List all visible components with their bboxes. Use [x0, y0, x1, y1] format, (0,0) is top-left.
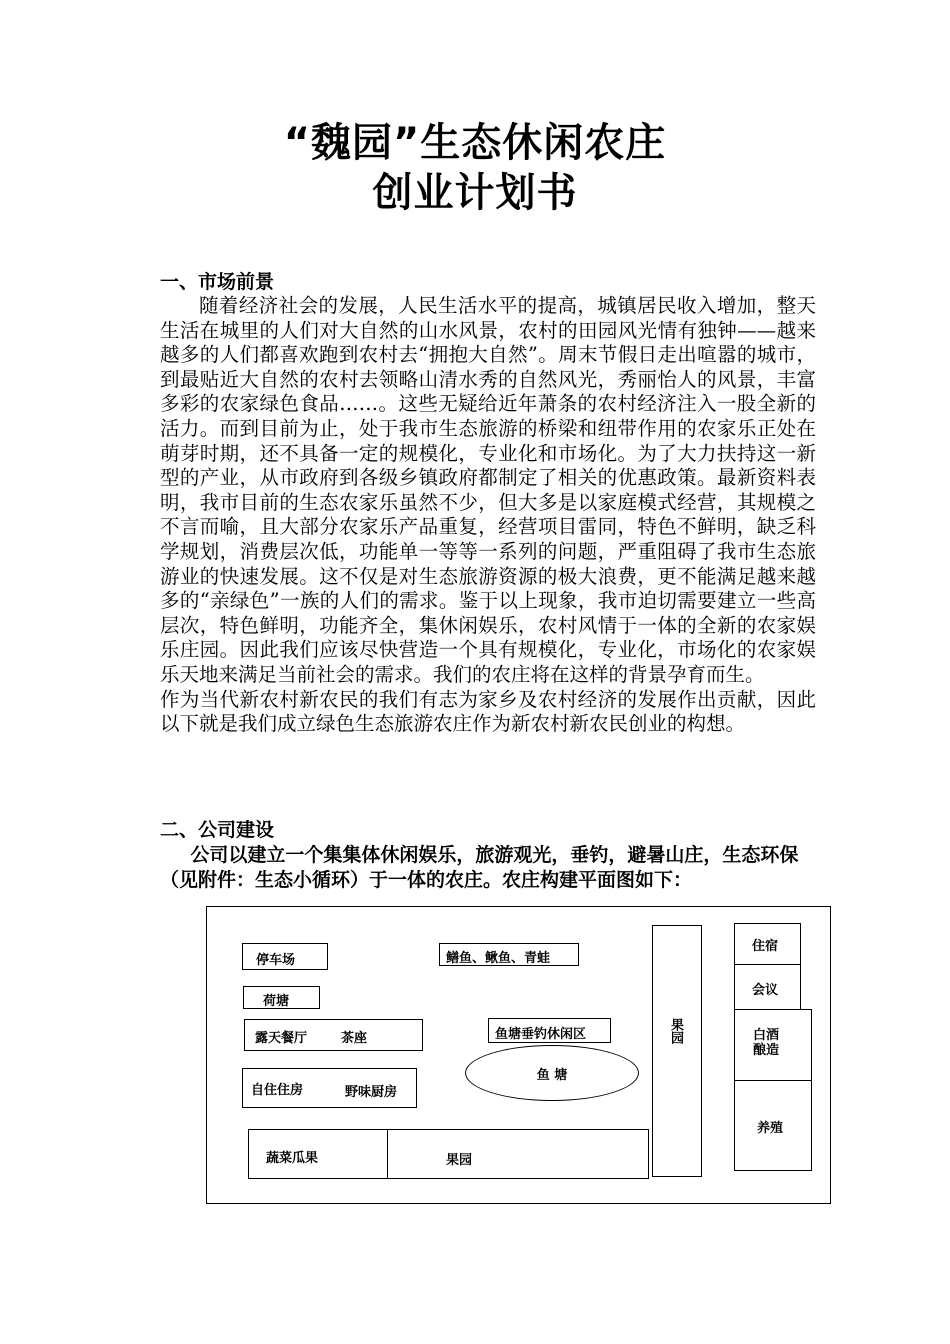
- section-heading-market: 一、市场前景: [160, 271, 275, 293]
- plan-orchard-bottom: [387, 1129, 649, 1179]
- plan-fish-pond-label: 鱼 塘: [536, 1067, 568, 1083]
- plan-fishing-area: [488, 1018, 611, 1043]
- plan-meeting: [734, 964, 801, 1010]
- plan-lotus-pond: [243, 986, 320, 1009]
- plan-breeding: [734, 1080, 812, 1171]
- company-paragraph: 公司以建立一个集集体休闲娱乐，旅游观光，垂钓，避暑山庄，生态环保（见附件：生态小循环）于一体的农庄。农庄构建平面图如下：: [160, 844, 799, 891]
- market-paragraph-2: 作为当代新农村新农民的我们有志为家乡及农村经济的发展作出贡献，因此以下就是我们成立绿色生态旅游农庄作为新农村新农民创业的构想。: [160, 687, 816, 736]
- plan-orchard-bottom-label: 果园: [446, 1153, 473, 1168]
- plan-orchard-vertical-label: 果园: [668, 1018, 683, 1044]
- plan-fish-pond: [465, 1045, 639, 1101]
- plan-restaurant-area: [244, 1019, 423, 1051]
- farm-floor-plan: [206, 906, 831, 1204]
- plan-lodging-label: 住宿: [752, 939, 779, 954]
- plan-housing-area: [242, 1068, 417, 1108]
- plan-tea-label: 茶座: [341, 1031, 368, 1046]
- plan-parking: [242, 943, 328, 970]
- plan-meeting-label: 会议: [752, 983, 779, 998]
- plan-vegetables-label: 蔬菜瓜果: [266, 1151, 319, 1166]
- plan-fishing-label: 鱼塘垂钓休闲区: [495, 1027, 587, 1042]
- plan-parking-label: 停车场: [256, 953, 296, 968]
- plan-breeding-label: 养殖: [757, 1121, 784, 1136]
- plan-liquor-label: 白酒酿造: [753, 1028, 780, 1058]
- plan-housing-label: 自住住房: [251, 1083, 304, 1098]
- plan-liquor: [734, 1009, 812, 1081]
- plan-orchard-vertical: [652, 925, 702, 1177]
- plan-aquatic-label: 鳝鱼、鳅鱼、青蛙: [446, 951, 551, 966]
- plan-restaurant-label: 露天餐厅: [255, 1031, 308, 1046]
- section-heading-company: 二、公司建设: [160, 819, 275, 841]
- plan-vegetables: [248, 1129, 389, 1179]
- plan-lotus-pond-label: 荷塘: [263, 994, 290, 1009]
- section-body-market: [160, 294, 816, 737]
- market-paragraph: 随着经济社会的发展，人民生活水平的提高，城镇居民收入增加，整天生活在城里的人们对大自然的山水风景，农村的田园风光情有独钟——越来越多的人们都喜欢跑到农村去“拥抱大自然”。周末节假日走出喧嚣的城市，到最贴近大自然的农村去领略山清水秀的自然风光，秀丽怡人的风景，丰富多彩的农家绿色食品……。这些无疑给近年萧条的农村经济注入一股全新的活力。而到目前为止，处于我市生态旅游的桥梁和纽带作用的农家乐正处在萌芽时期，还不具备一定的规模化，专业化和市场化。为了大力扶持这一新型的产业，从市政府到各级乡镇政府都制定了相关的优惠政策。最新资料表明，我市目前的生态农家乐虽然不少，但大多是以家庭模式经营，其规模之不言而喻，且大部分农家乐产品重复，经营项目雷同，特色不鲜明，缺乏科学规划，消费层次低，功能单一等等一系列的问题，严重阻碍了我市生态旅游业的快速发展。这不仅是对生态旅游资源的极大浪费，更不能满足越来越多的“亲绿色”一族的人们的需求。鉴于以上现象，我市迫切需要建立一些高层次，特色鲜明，功能齐全，集休闲娱乐，农村风情于一体的全新的农家娱乐庄园。因此我们应该尽快营造一个具有规模化，专业化，市场化的农家娱乐天地来满足当前社会的需求。我们的农庄将在这样的背景孕育而生。: [160, 294, 816, 686]
- document-title-line1: “魏园”生态休闲农庄: [283, 120, 667, 166]
- plan-kitchen-label: 野味厨房: [345, 1085, 398, 1100]
- plan-lodging: [734, 923, 801, 965]
- plan-aquatic: [439, 943, 579, 966]
- document-title-line2: 创业计划书: [372, 170, 578, 216]
